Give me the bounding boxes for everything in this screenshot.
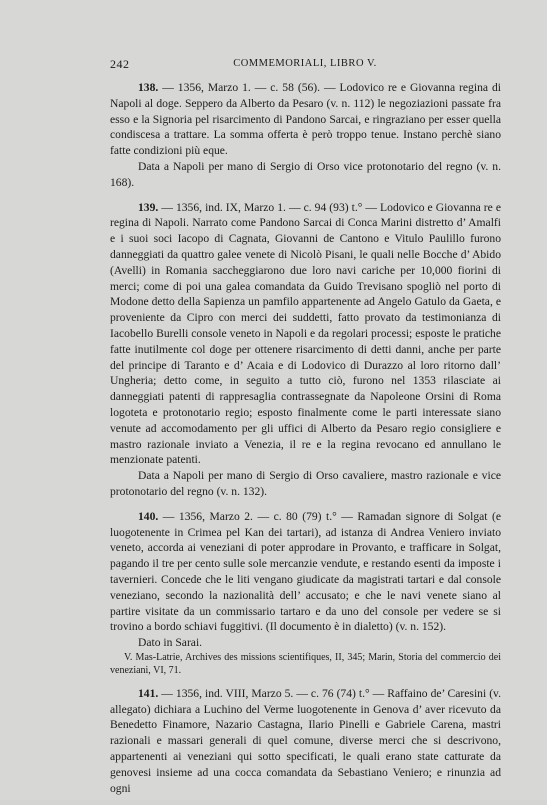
entry-body: — 1356, ind. VIII, Marzo 5. — c. 76 (74) t.° — Raffaino de’ Caresini (v. allegato) dichiara a Luchino del Verme luogotenente in Genova d’ aver ricevuto da Benedetto Finamore, Nazario Castagna, Ilario Pinelli e Gabriele Carena, mastri razionali e massari generali di quel comune, diverse merci che si descrivono, appartenenti ai veneziani qui sotto specificati, le quali erano state catturate da genovesi insieme ad una cocca comandata da Sebastiano Veniero; e rinunzia ad ogni: [110, 686, 501, 795]
page-text: [110, 80, 501, 805]
entry-body: — 1356, Marzo 2. — c. 80 (79) t.° — Ramadan signore di Solgat (e luogotenente in Crimea pel Kan dei tartari), ad istanza di Andrea Veniero inviato veneto, accorda ai veneziani di poter approdare in Provanto, e trafficare in Solgat, pagando il tre per cento sulle sole mercanzie vendute, e restando esenti da imposte i tavernieri. Concede che le liti vengano giudicate da magistrati tartari e dal console veneziano, secondo la nazionalità dell’ accusato; e che le navi venete siano al partire visitate da un commissario tartaro e da uno del console per vedere se si trovino a bordo schiavi fuggitivi. (Il documento è in dialetto) (v. n. 152).: [110, 509, 501, 634]
running-title: COMMEMORIALI, LIBRO V.: [233, 58, 377, 69]
entry-number: 139.: [138, 200, 159, 214]
entry-dating: Data a Napoli per mano di Sergio di Orso vice protonotario del regno (v. n. 168).: [110, 159, 501, 189]
entry-138: [110, 80, 501, 191]
entry-139: [110, 200, 501, 500]
page-number: 242: [110, 57, 130, 71]
entry-dating: Dato in Sarai.: [138, 636, 203, 650]
entry-141: [110, 686, 501, 797]
entry-140: [110, 509, 501, 677]
entry-number: 140.: [138, 509, 159, 523]
page-header: [110, 57, 500, 73]
entry-body: — 1356, ind. IX, Marzo 1. — c. 94 (93) t.° — Lodovico e Giovanna re e regina di Napoli. Narrato come Pandono Sarcai di Conca Marini distretto d’ Amalfi e i suoi soci Iacopo di Cagnata, Giovanni de Cantono e Vitulo Paulillo furono danneggiati da quattro galee venete di Nicolò Pisani, le quali nelle Bocche d’ Abido (Avelli) in Romania saccheggiarono due loro navi cariche per 10,000 fiorini di merci; come di poi una galea comandata da Guido Trevisano spogliò nel porto di Modone detto della Sapienza un pamfilo appartenente ad Angelo Gatulo da Gaeta, e proveniente da Cipro con merci dei suddetti, fatto provato da testimonianza di Iacobello Burelli console veneto in Napoli e da regolari processi; esposte le pratiche fatte inutilmente col doge per ottenere risarcimento di detti danni, anche per parte del principe di Taranto e d’ Acaia e di Lodovico di Durazzo al loro ritorno dall’ Ungheria; detto come, in seguito a tutto ciò, furono nel 1353 rilasciate ai danneggiati patenti di rappresaglia contrassegnate da Napoleone Orsini di Roma logoteta e protonotario regio; esposto finalmente come le parti interessate siano venute ad accomodamento per gli uffici di Alberto da Pesaro regio consigliere e mastro razionale inviato a Venezia, il re e la regina revocano ed annullano le menzionate patenti.: [110, 200, 501, 467]
entry-body: — 1356, Marzo 1. — c. 58 (56). — Lodovico re e Giovanna regina di Napoli al doge. Seppero da Alberto da Pesaro (v. n. 112) le negoziazioni passate fra esso e la Signoria pel risarcimento di Pandono Sarcai, e ringraziano per esser quella condiscesa a trattare. La somma offerta è però troppo tenue. Instano perchè siano fatte condizioni più eque.: [110, 81, 501, 158]
entry-dating: Data a Napoli per mano di Sergio di Orso cavaliere, mastro razionale e vice protonotario del regno (v. n. 132).: [110, 469, 501, 498]
entry-number: 138.: [138, 81, 159, 94]
entry-number: 141.: [138, 686, 159, 700]
bibliographic-reference: V. Mas-Latrie, Archives des missions scientifiques, II, 345; Marin, Storia del commercio dei veneziani, VI, 71.: [110, 651, 501, 676]
